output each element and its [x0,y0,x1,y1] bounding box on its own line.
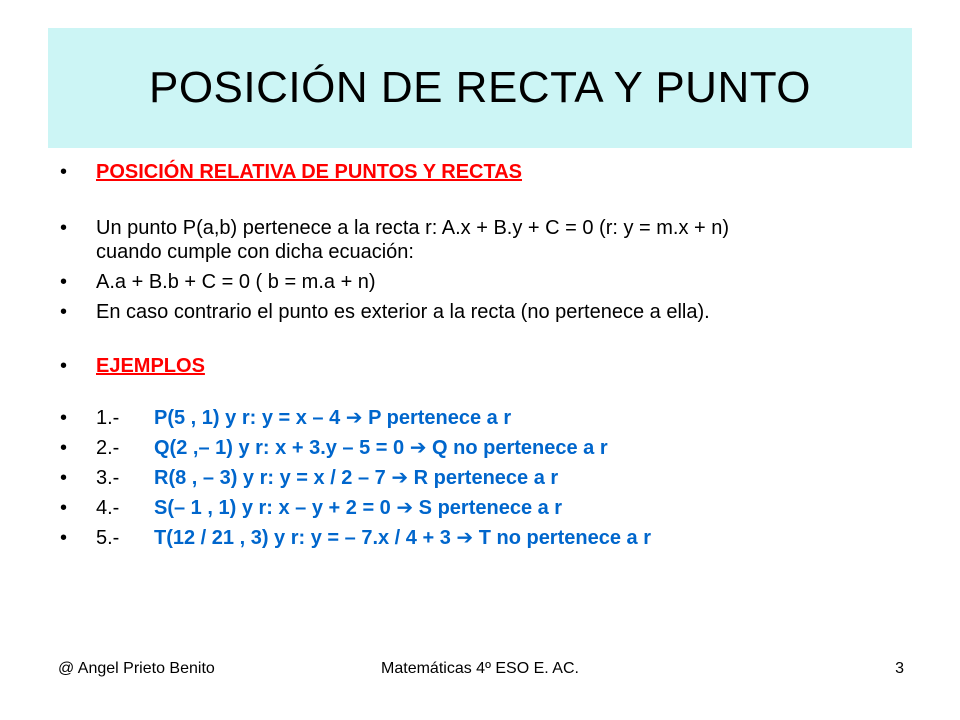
example-text: S(– 1 , 1) y r: x – y + 2 = 0 ➔ S pertenece a r [154,497,563,519]
example-text: Q(2 ,– 1) y r: x + 3.y – 5 = 0 ➔ Q no pertenece a r [154,437,608,459]
bullet-icon: • [60,437,68,459]
bullet-icon: • [60,355,68,377]
content-list [60,160,920,550]
example-number: 3.- [96,467,120,489]
bullet-icon: • [60,527,68,549]
example-number: 5.- [96,527,120,549]
example-number: 2.- [96,437,120,459]
bullet-icon: • [60,497,68,519]
list-item-exterior [60,300,920,324]
section-heading-examples: EJEMPLOS [96,355,205,377]
slide-title: POSICIÓN DE RECTA Y PUNTO [148,63,812,112]
example-number: 1.- [96,407,120,429]
example-row-2 [60,436,920,460]
condition-text: A.a + B.b + C = 0 ( b = m.a + n) [96,271,376,293]
list-item-section1 [60,160,920,184]
bullet-icon: • [60,467,68,489]
example-text: T(12 / 21 , 3) y r: y = – 7.x / 4 + 3 ➔ T no pertenece a r [154,527,651,549]
list-item-section2 [60,354,920,378]
definition-line2: cuando cumple con dicha ecuación: [96,241,414,263]
exterior-text: En caso contrario el punto es exterior a la recta (no pertenece a ella). [96,301,710,323]
example-text: R(8 , – 3) y r: y = x / 2 – 7 ➔ R pertenece a r [154,467,559,489]
example-text: P(5 , 1) y r: y = x – 4 ➔ P pertenece a r [154,407,512,429]
section-heading-position: POSICIÓN RELATIVA DE PUNTOS Y RECTAS [96,161,522,183]
bullet-icon: • [60,161,68,183]
footer-page-number: 3 [895,660,904,677]
example-row-5 [60,526,920,550]
example-row-3 [60,466,920,490]
footer-author: @ Angel Prieto Benito [58,660,215,677]
example-number: 4.- [96,497,120,519]
title-banner [48,28,912,148]
example-row-4 [60,496,920,520]
bullet-icon: • [60,217,68,239]
list-item-definition [60,216,920,264]
definition-line1: Un punto P(a,b) pertenece a la recta r: A.x + B.y + C = 0 (r: y = m.x + n) [96,217,730,239]
bullet-icon: • [60,271,68,293]
footer-course: Matemáticas 4º ESO E. AC. [381,660,579,677]
example-row-1 [60,406,920,430]
bullet-icon: • [60,301,68,323]
bullet-icon: • [60,407,68,429]
list-item-condition [60,270,920,294]
